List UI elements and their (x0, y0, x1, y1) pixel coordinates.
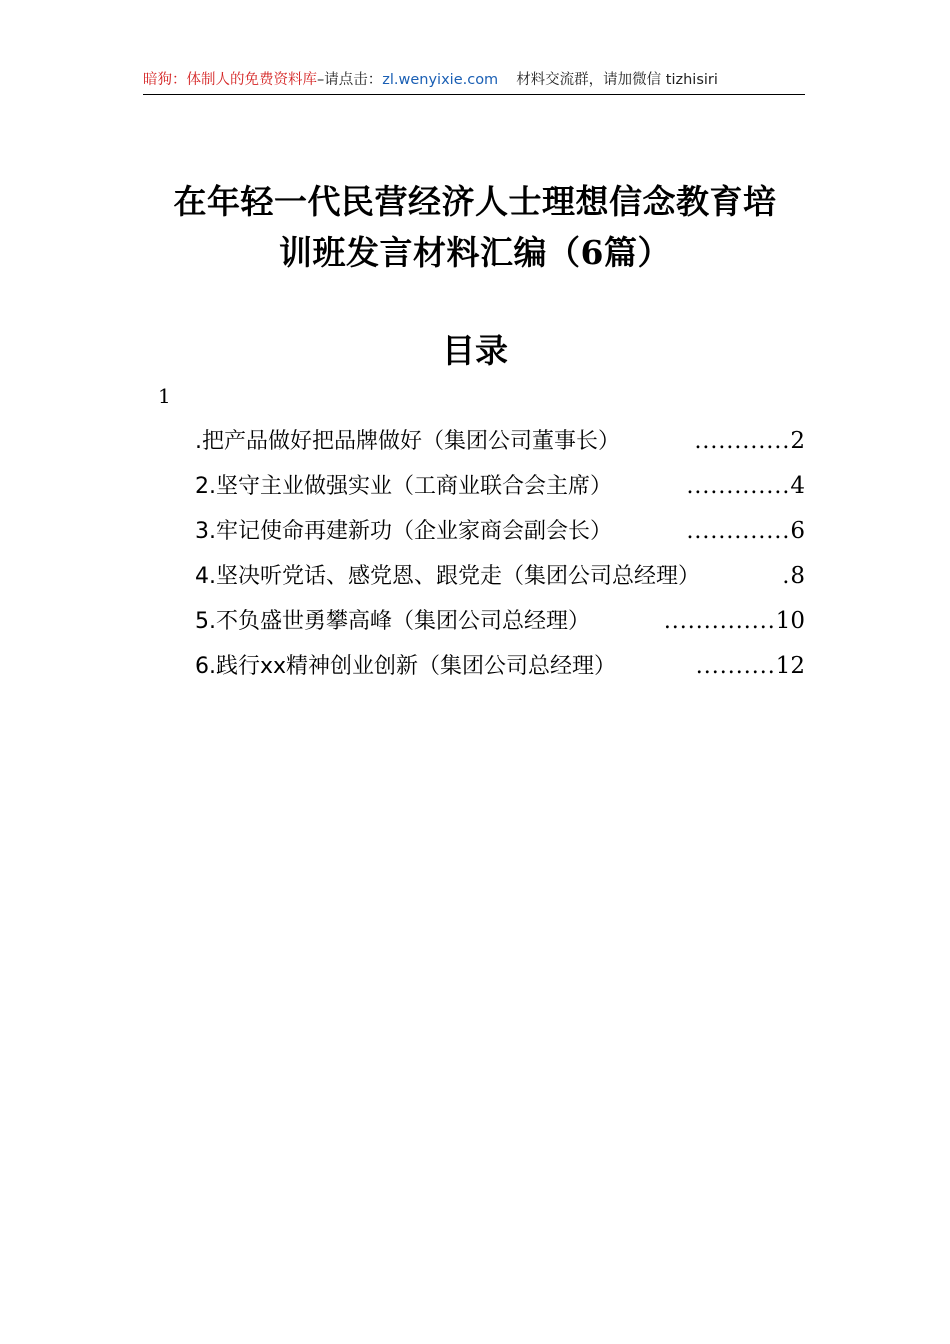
header-prompt: –请点击： (317, 72, 383, 88)
toc-entry-page: 6 (790, 518, 805, 544)
document-title-line2: 训班发言材料汇编（6篇） (279, 233, 671, 272)
toc-entry-leader: ............ (694, 429, 791, 454)
toc-entry-page: 2 (790, 428, 805, 454)
toc-entry-title: 4.坚决听党话、感党恩、跟党走（集团公司总经理） (195, 564, 700, 589)
header-group-note: 材料交流群，请加微信 tizhisiri (516, 72, 718, 88)
toc-entry-leader: . (782, 564, 791, 589)
toc-entry-title: 5.不负盛世勇攀高峰（集团公司总经理） (195, 609, 590, 634)
toc-entry-leader: ............. (686, 474, 791, 499)
header-url-link[interactable]: zl.wenyixie.com (382, 72, 499, 88)
toc-entry-page: 12 (775, 653, 805, 679)
toc-number-prefix: 1 (158, 384, 171, 408)
toc-heading: 目录 (442, 331, 508, 370)
toc-entry-leader: .......... (695, 654, 776, 679)
toc-entry[interactable] (195, 514, 805, 546)
toc-entry-title: 2.坚守主业做强实业（工商业联合会主席） (195, 474, 612, 499)
toc-entry-title: 3.牢记使命再建新功（企业家商会副会长） (195, 519, 612, 544)
toc-entry-title: .把产品做好把品牌做好（集团公司董事长） (195, 429, 620, 454)
toc-entry-title: 6.践行xx精神创业创新（集团公司总经理） (195, 654, 617, 679)
toc-entry[interactable] (195, 559, 805, 591)
toc-entry-leader: ............. (686, 519, 791, 544)
toc-entry-page: 10 (775, 608, 805, 634)
toc-entry-page: 8 (790, 563, 805, 589)
header-brand: 暗狗：体制人的免费资料库 (143, 72, 317, 88)
toc-entry[interactable] (195, 649, 805, 681)
toc-entry[interactable] (195, 604, 805, 636)
toc-entry[interactable] (195, 424, 805, 456)
toc-entry[interactable] (195, 469, 805, 501)
toc-entry-leader: .............. (663, 609, 776, 634)
document-title-line1: 在年轻一代民营经济人士理想信念教育培 (173, 182, 777, 221)
toc-entry-page: 4 (790, 473, 805, 499)
page-header (143, 66, 805, 95)
